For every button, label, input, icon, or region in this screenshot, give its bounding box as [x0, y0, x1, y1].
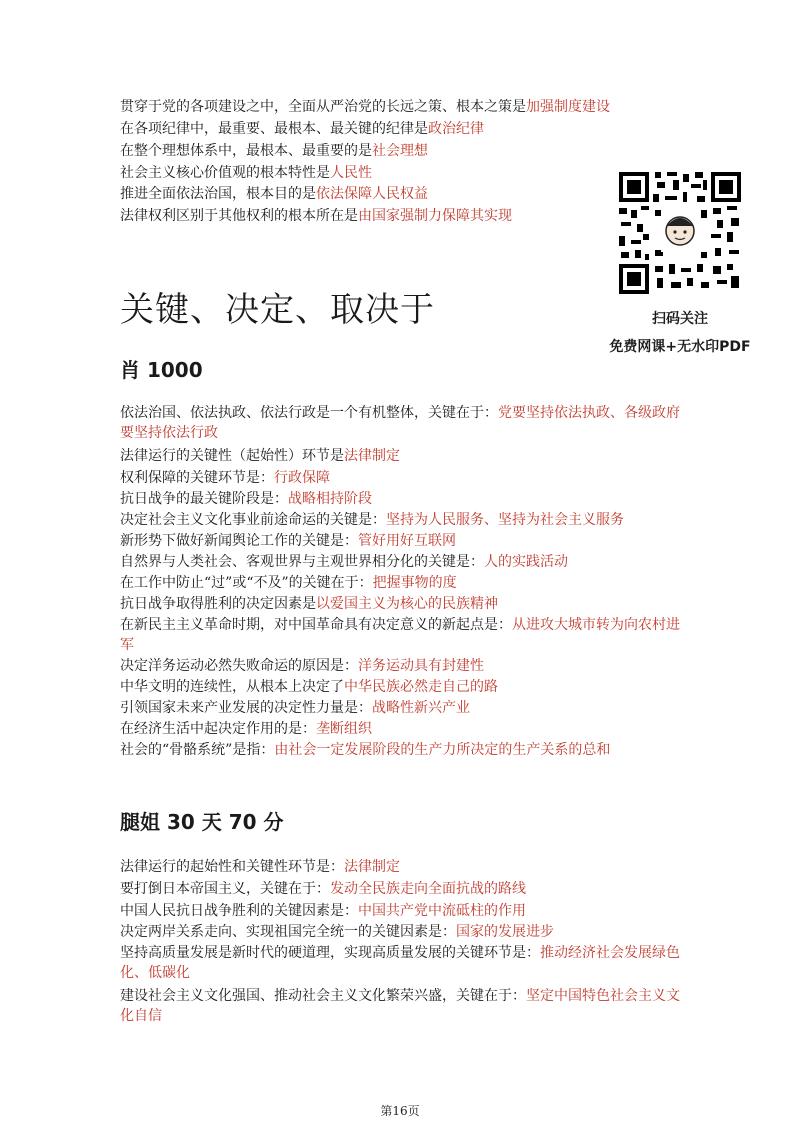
item-answer: 从进攻大城市转为向农村进军 — [120, 617, 680, 653]
list-item — [120, 922, 554, 942]
item-text: 新形势下做好新闻舆论工作的关键是： — [120, 533, 358, 549]
list-item — [120, 403, 690, 443]
item-text: 中国人民抗日战争胜利的关键因素是： — [120, 903, 358, 919]
intro-text: 推进全面依法治国，根本目的是 — [120, 186, 316, 202]
item-text: 在工作中防止“过”或“不及”的关键在于： — [120, 575, 373, 591]
item-text: 引领国家未来产业发展的决定性力量是： — [120, 700, 372, 716]
main-heading: 关键、决定、取决于 — [120, 290, 435, 330]
list-item — [120, 594, 498, 614]
item-text: 坚持高质量发展是新时代的硬道理，实现高质量发展的关键环节是： — [120, 945, 540, 961]
item-text: 抗日战争取得胜利的决定因素是 — [120, 596, 316, 612]
item-text: 抗日战争的最关键阶段是： — [120, 491, 288, 507]
page-number: 第16页 — [380, 1104, 420, 1118]
item-answer: 以爱国主义为核心的民族精神 — [316, 596, 498, 612]
section-heading-tuijie: 腿姐 30 天 70 分 — [120, 810, 284, 834]
intro-text: 社会主义核心价值观的根本特性是 — [120, 165, 330, 181]
item-text: 在经济生活中起决定作用的是： — [120, 721, 316, 737]
list-item — [120, 573, 457, 593]
item-text: 要打倒日本帝国主义，关键在于： — [120, 881, 330, 897]
intro-text: 法律权利区别于其他权利的根本所在是 — [120, 208, 358, 224]
list-item — [120, 489, 372, 509]
item-answer: 坚定中国特色社会主义文化自信 — [120, 988, 680, 1024]
intro-answer: 依法保障人民权益 — [316, 186, 428, 202]
intro-text: 贯穿于党的各项建设之中，全面从严治党的长远之策、根本之策是 — [120, 99, 526, 115]
section-heading-xiao: 肖 1000 — [120, 358, 203, 382]
intro-line — [120, 141, 428, 161]
item-text: 决定两岸关系走向、实现祖国完全统一的关键因素是： — [120, 924, 456, 940]
intro-line — [120, 163, 372, 183]
intro-line — [120, 97, 610, 117]
list-item — [120, 531, 456, 551]
item-text: 中华文明的连续性，从根本上决定了 — [120, 679, 344, 695]
item-answer: 党要坚持依法执政、各级政府要坚持依法行政 — [120, 405, 680, 441]
item-answer: 行政保障 — [274, 470, 330, 486]
intro-answer: 人民性 — [330, 165, 372, 181]
list-item — [120, 677, 498, 697]
item-text: 法律运行的关键性（起始性）环节是 — [120, 448, 344, 464]
intro-answer: 社会理想 — [372, 143, 428, 159]
list-item — [120, 698, 470, 718]
item-answer: 中华民族必然走自己的路 — [344, 679, 498, 695]
list-item — [120, 986, 690, 1026]
item-answer: 国家的发展进步 — [456, 924, 554, 940]
item-answer: 中国共产党中流砥柱的作用 — [358, 903, 526, 919]
item-answer: 发动全民族走向全面抗战的路线 — [330, 881, 526, 897]
item-answer: 战略相持阶段 — [288, 491, 372, 507]
qr-caption-follow: 扫码关注 — [652, 311, 708, 327]
item-text: 依法治国、依法执政、依法行政是一个有机整体，关键在于： — [120, 405, 498, 421]
item-answer: 由社会一定发展阶段的生产力所决定的生产关系的总和 — [274, 742, 611, 758]
item-answer: 坚持为人民服务、坚持为社会主义服务 — [386, 512, 624, 528]
list-item — [120, 552, 568, 572]
item-text: 在新民主主义革命时期，对中国革命具有决定意义的新起点是： — [120, 617, 512, 633]
qr-code-icon — [617, 170, 743, 296]
qr-code[interactable] — [617, 170, 743, 296]
item-text: 建设社会主义文化强国、推动社会主义文化繁荣兴盛，关键在于： — [120, 988, 526, 1004]
item-answer: 垄断组织 — [316, 721, 372, 737]
item-text: 社会的“骨骼系统”是指： — [120, 742, 275, 758]
list-item — [120, 943, 690, 983]
list-item — [120, 857, 400, 877]
list-item — [120, 615, 690, 655]
intro-answer: 加强制度建设 — [526, 99, 610, 115]
item-answer: 洋务运动具有封建性 — [358, 658, 484, 674]
item-text: 自然界与人类社会、客观世界与主观世界相分化的关键是： — [120, 554, 484, 570]
list-item — [120, 901, 526, 921]
list-item — [120, 510, 624, 530]
list-item — [120, 446, 400, 466]
item-answer: 法律制定 — [344, 859, 400, 875]
list-item — [120, 879, 526, 899]
intro-line — [120, 206, 512, 226]
list-item — [120, 656, 484, 676]
intro-line — [120, 119, 484, 139]
item-answer: 把握事物的度 — [372, 575, 457, 591]
intro-text: 在各项纪律中，最重要、最根本、最关键的纪律是 — [120, 121, 428, 137]
list-item — [120, 719, 372, 739]
intro-answer: 政治纪律 — [428, 121, 484, 137]
list-item — [120, 468, 330, 488]
qr-caption-promo: 免费网课+无水印PDF — [609, 339, 751, 355]
intro-answer: 由国家强制力保障其实现 — [358, 208, 512, 224]
item-answer: 管好用好互联网 — [358, 533, 456, 549]
item-answer: 人的实践活动 — [484, 554, 568, 570]
list-item — [120, 740, 610, 760]
item-text: 决定洋务运动必然失败命运的原因是： — [120, 658, 358, 674]
intro-text: 在整个理想体系中，最根本、最重要的是 — [120, 143, 372, 159]
item-text: 决定社会主义文化事业前途命运的关键是： — [120, 512, 386, 528]
item-answer: 战略性新兴产业 — [372, 700, 470, 716]
item-answer: 推动经济社会发展绿色化、低碳化 — [120, 945, 680, 981]
item-text: 权利保障的关键环节是： — [120, 470, 274, 486]
item-text: 法律运行的起始性和关键性环节是： — [120, 859, 344, 875]
item-answer: 法律制定 — [344, 448, 400, 464]
intro-line — [120, 184, 428, 204]
